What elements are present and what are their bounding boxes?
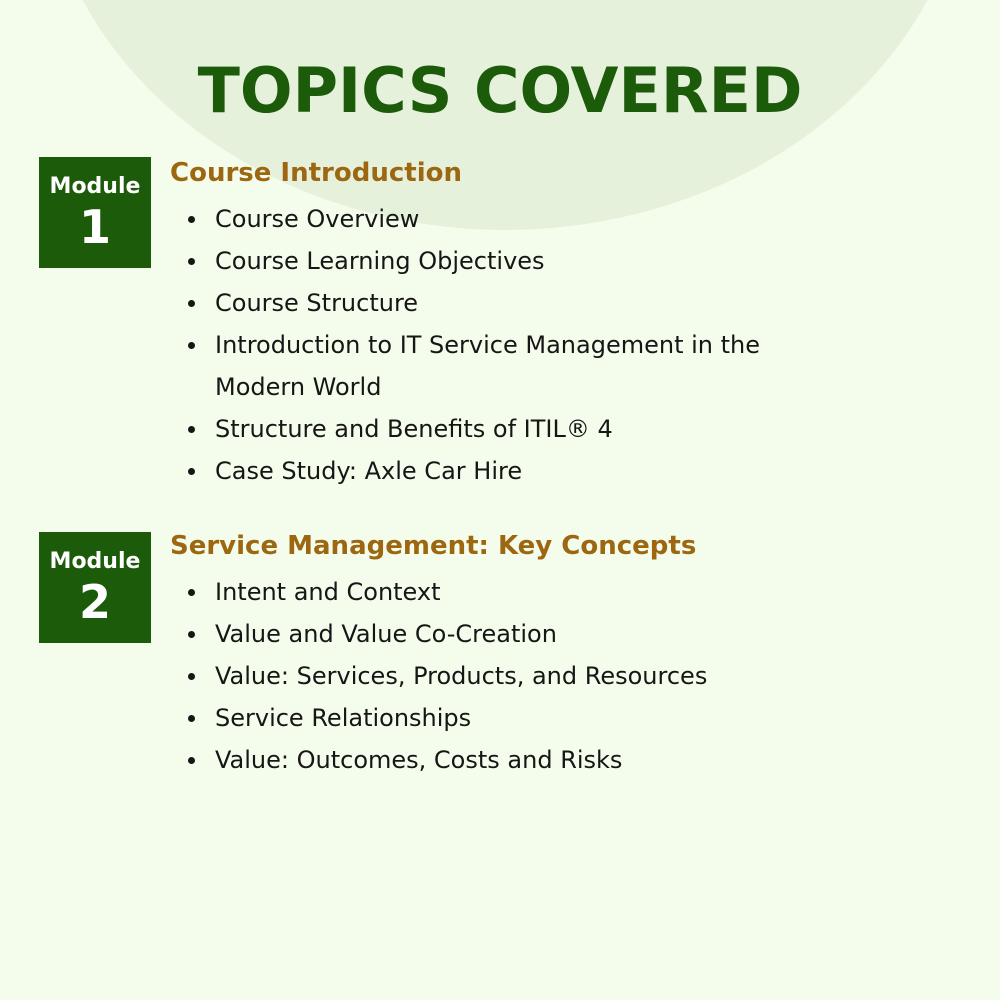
topic-item: Intent and Context: [215, 571, 825, 613]
module-2-topic-list: [170, 571, 970, 781]
topic-item: Course Overview: [215, 198, 825, 240]
module-2-badge-number: 2: [78, 575, 111, 629]
module-1-title: Course Introduction: [170, 158, 462, 188]
topic-item: Case Study: Axle Car Hire: [215, 450, 825, 492]
module-1-badge: [39, 157, 151, 268]
module-1-badge-word: Module: [49, 174, 141, 199]
module-2-badge-word: Module: [49, 549, 141, 574]
module-2-badge: [39, 532, 151, 643]
module-1-badge-number: 1: [78, 200, 111, 254]
topic-item: Value: Outcomes, Costs and Risks: [215, 739, 825, 781]
module-1-topic-list: [170, 198, 970, 492]
module-1-section: [170, 156, 970, 492]
topic-item: Introduction to IT Service Management in the Modern World: [215, 324, 825, 408]
page-title: TOPICS COVERED: [197, 54, 803, 127]
topic-item: Value and Value Co-Creation: [215, 613, 825, 655]
module-2-title: Service Management: Key Concepts: [170, 531, 697, 561]
module-2-section: [170, 529, 970, 781]
topic-item: Value: Services, Products, and Resources: [215, 655, 825, 697]
topic-item: Course Structure: [215, 282, 825, 324]
topic-item: Course Learning Objectives: [215, 240, 825, 282]
topic-item: Structure and Benefits of ITIL® 4: [215, 408, 825, 450]
topic-item: Service Relationships: [215, 697, 825, 739]
